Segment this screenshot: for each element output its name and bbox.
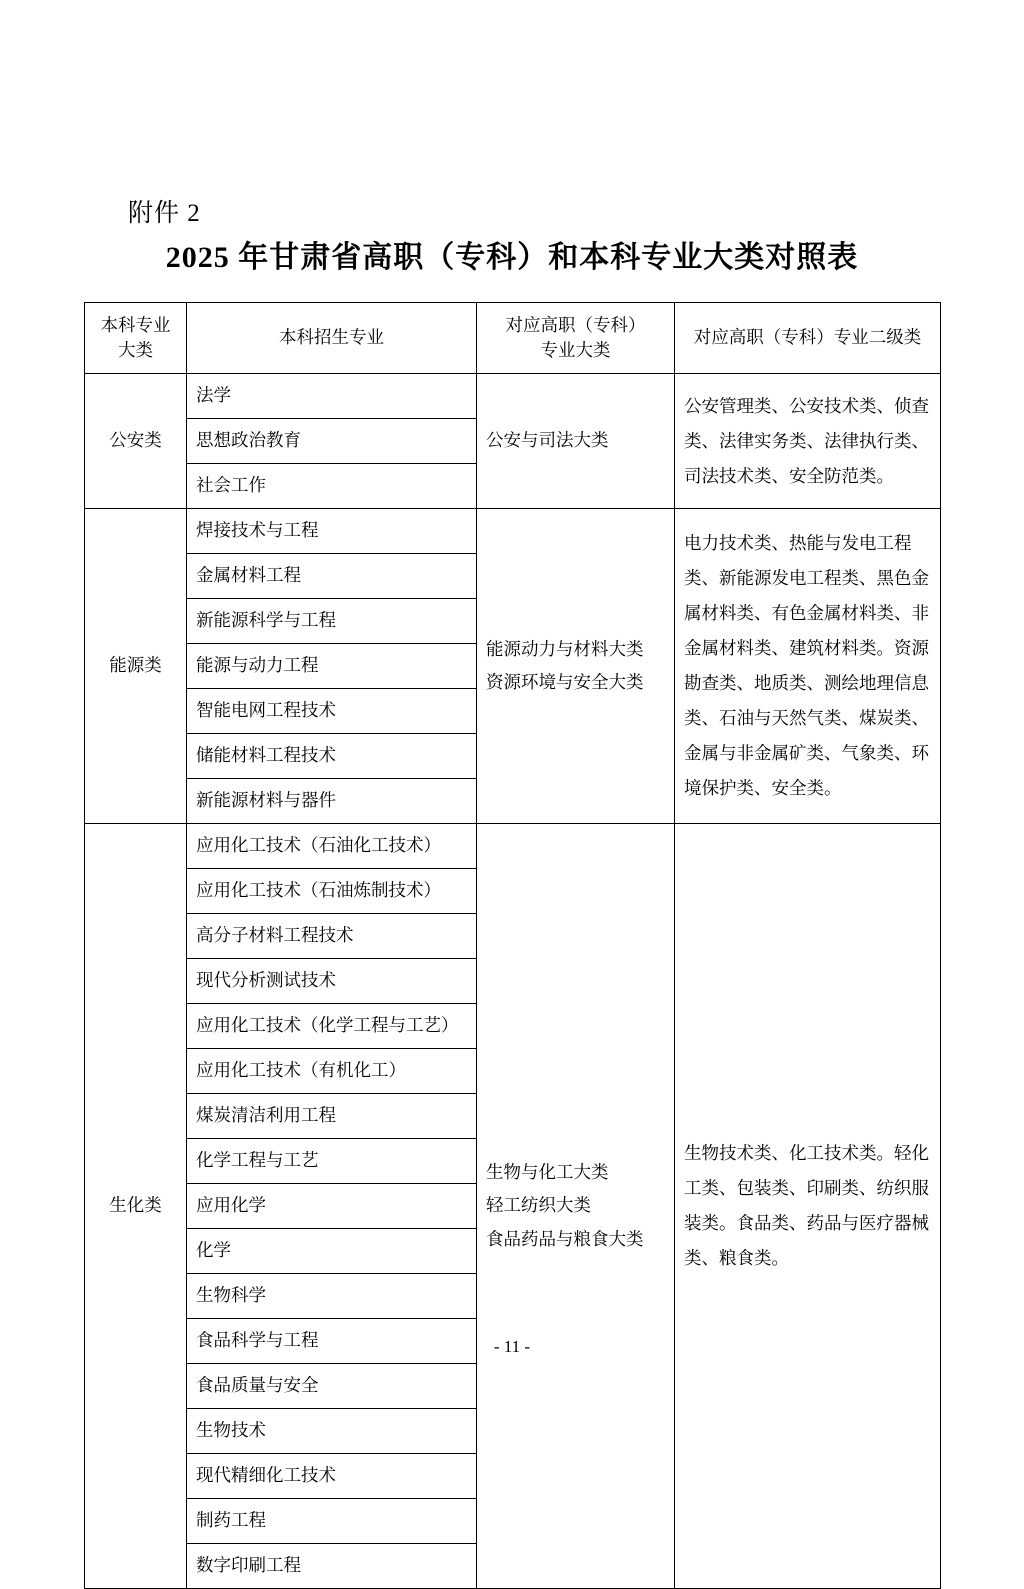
- secondary-category-cell: 生物技术类、化工技术类。轻化工类、包装类、印刷类、纺织服装类。食品类、药品与医疗器械类、粮食类。: [675, 824, 941, 1589]
- major-cell: 煤炭清洁利用工程: [187, 1094, 477, 1139]
- major-cell: 思想政治教育: [187, 419, 477, 464]
- header-undergrad-category-line1: 本科专业: [100, 314, 171, 335]
- major-cell: 化学工程与工艺: [187, 1139, 477, 1184]
- header-vocational-category: [477, 303, 675, 374]
- vocational-category-line: 轻工纺织大类: [486, 1195, 591, 1216]
- major-cell: 应用化学: [187, 1184, 477, 1229]
- header-vocational-category-line1: 对应高职（专科）: [505, 314, 646, 335]
- major-cell: 高分子材料工程技术: [187, 914, 477, 959]
- category-cell: 生化类: [85, 824, 187, 1589]
- vocational-category-line: 食品药品与粮食大类: [486, 1228, 644, 1249]
- major-cell: 制药工程: [187, 1499, 477, 1544]
- major-cell: 数字印刷工程: [187, 1544, 477, 1589]
- major-cell: 储能材料工程技术: [187, 734, 477, 779]
- header-undergrad-major: 本科招生专业: [187, 303, 477, 374]
- vocational-category-cell: [477, 509, 675, 824]
- secondary-category-cell: 公安管理类、公安技术类、侦查类、法律实务类、法律执行类、司法技术类、安全防范类。: [675, 374, 941, 509]
- major-cell: 现代精细化工技术: [187, 1454, 477, 1499]
- major-cell: 金属材料工程: [187, 554, 477, 599]
- page-number: - 11 -: [493, 1337, 531, 1356]
- table-row: [85, 824, 941, 869]
- attachment-label: 附件 2: [128, 200, 201, 227]
- major-cell: 食品科学与工程: [187, 1319, 477, 1364]
- major-cell: 生物技术: [187, 1409, 477, 1454]
- table-row: [85, 509, 941, 554]
- vocational-category-line: 生物与化工大类: [486, 1162, 609, 1183]
- vocational-category-cell: [477, 824, 675, 1589]
- category-cell: 公安类: [85, 374, 187, 509]
- category-cell: 能源类: [85, 509, 187, 824]
- table-row: [85, 374, 941, 419]
- page-title: 2025 年甘肃省高职（专科）和本科专业大类对照表: [165, 241, 859, 274]
- vocational-category-cell: [477, 374, 675, 509]
- major-comparison-table: [84, 302, 941, 1589]
- vocational-category-line: 公安与司法大类: [486, 430, 609, 451]
- vocational-category-line: 资源环境与安全大类: [486, 672, 644, 692]
- table-header-row: [85, 303, 941, 374]
- header-vocational-category-line2: 专业大类: [540, 340, 611, 360]
- major-cell: 食品质量与安全: [187, 1364, 477, 1409]
- major-cell: 应用化工技术（有机化工）: [187, 1049, 477, 1094]
- major-cell: 化学: [187, 1229, 477, 1274]
- major-cell: 现代分析测试技术: [187, 959, 477, 1004]
- major-cell: 法学: [187, 374, 477, 419]
- header-undergrad-category-line2: 大类: [118, 340, 153, 360]
- vocational-category-line: 能源动力与材料大类: [486, 638, 644, 659]
- major-cell: 智能电网工程技术: [187, 689, 477, 734]
- major-cell: 生物科学: [187, 1274, 477, 1319]
- major-cell: 应用化工技术（石油炼制技术）: [187, 869, 477, 914]
- major-cell: 应用化工技术（化学工程与工艺）: [187, 1004, 477, 1049]
- secondary-category-cell: 电力技术类、热能与发电工程类、新能源发电工程类、黑色金属材料类、有色金属材料类、非金属材料类、建筑材料类。资源勘查类、地质类、测绘地理信息类、石油与天然气类、煤炭类、金属与非金属矿类、气象类、环境保护类、安全类。: [675, 509, 941, 824]
- header-vocational-secondary: 对应高职（专科）专业二级类: [675, 303, 941, 374]
- major-cell: 新能源科学与工程: [187, 599, 477, 644]
- major-cell: 新能源材料与器件: [187, 779, 477, 824]
- major-cell: 能源与动力工程: [187, 644, 477, 689]
- header-undergrad-category: [85, 303, 187, 374]
- major-cell: 应用化工技术（石油化工技术）: [187, 824, 477, 869]
- major-cell: 社会工作: [187, 464, 477, 509]
- major-cell: 焊接技术与工程: [187, 509, 477, 554]
